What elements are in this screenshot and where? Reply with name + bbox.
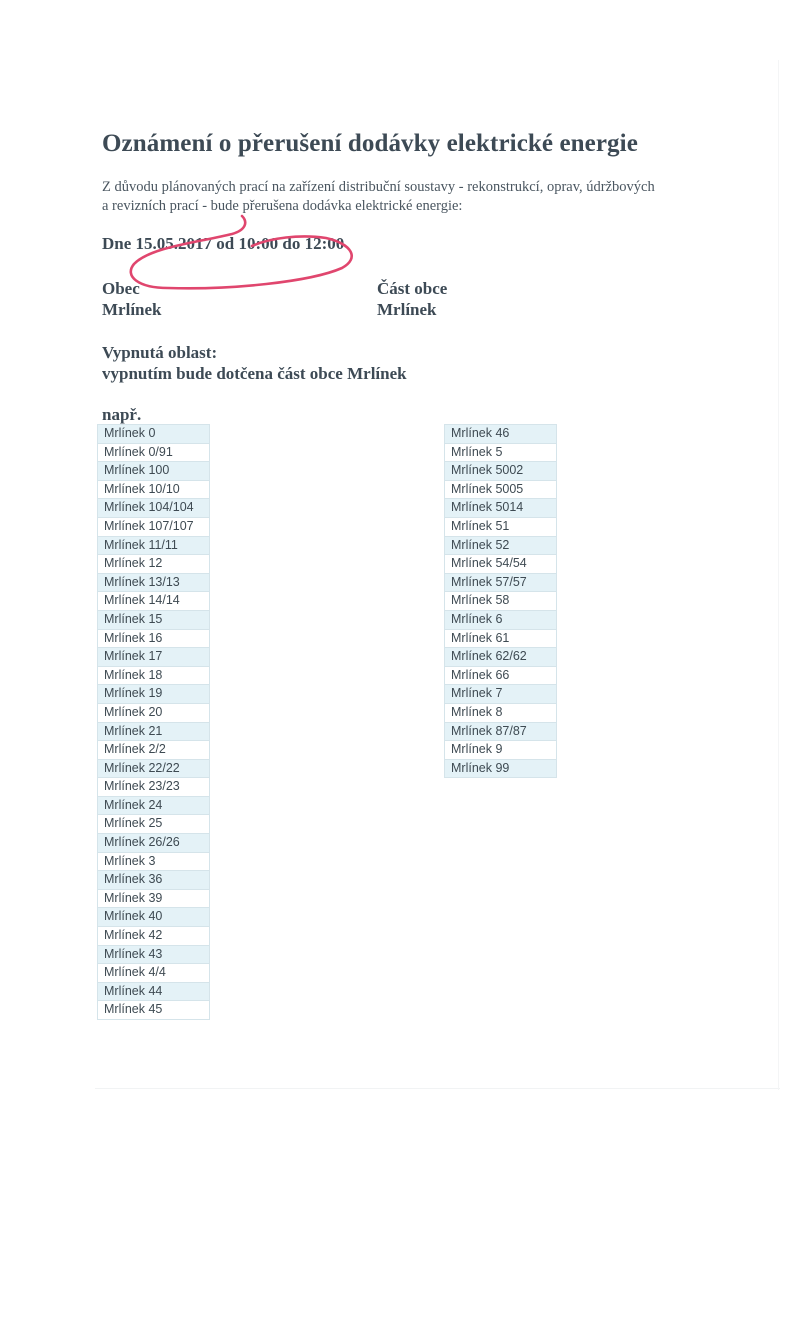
address-row [98, 796, 210, 815]
address-cell: Mrlínek 12 [98, 555, 210, 574]
address-cell: Mrlínek 6 [445, 610, 557, 629]
address-cell: Mrlínek 21 [98, 722, 210, 741]
address-cell: Mrlínek 62/62 [445, 648, 557, 667]
address-cell: Mrlínek 18 [98, 666, 210, 685]
address-cell: Mrlínek 24 [98, 796, 210, 815]
address-row [98, 982, 210, 1001]
scan-edge-horizontal [95, 1088, 780, 1089]
address-row [445, 573, 557, 592]
address-row [98, 610, 210, 629]
address-row [98, 480, 210, 499]
address-row [98, 685, 210, 704]
address-row [445, 629, 557, 648]
address-row [445, 443, 557, 462]
address-cell: Mrlínek 42 [98, 927, 210, 946]
address-cell: Mrlínek 5014 [445, 499, 557, 518]
address-row [98, 1001, 210, 1020]
address-cell: Mrlínek 20 [98, 703, 210, 722]
address-row [445, 759, 557, 778]
address-row [445, 592, 557, 611]
address-cell: Mrlínek 5002 [445, 462, 557, 481]
address-row [98, 666, 210, 685]
address-cell: Mrlínek 7 [445, 685, 557, 704]
address-row [445, 555, 557, 574]
address-row [445, 425, 557, 444]
address-row [98, 499, 210, 518]
address-row [98, 536, 210, 555]
address-cell: Mrlínek 14/14 [98, 592, 210, 611]
address-row [98, 629, 210, 648]
address-row [445, 480, 557, 499]
address-cell: Mrlínek 3 [98, 852, 210, 871]
obec-label: Obec [102, 279, 140, 298]
obec-value: Mrlínek [102, 300, 162, 319]
address-list-right [444, 424, 557, 778]
address-row [98, 852, 210, 871]
address-cell: Mrlínek 25 [98, 815, 210, 834]
address-cell: Mrlínek 99 [445, 759, 557, 778]
address-row [445, 610, 557, 629]
address-cell: Mrlínek 66 [445, 666, 557, 685]
address-row [445, 722, 557, 741]
address-row [445, 648, 557, 667]
document-title: Oznámení o přerušení dodávky elektrické energie [102, 130, 638, 157]
address-cell: Mrlínek 107/107 [98, 517, 210, 536]
address-row [98, 871, 210, 890]
outage-date: Dne 15.05.2017 od 10:00 do 12:00 [102, 234, 345, 253]
address-cell: Mrlínek 87/87 [445, 722, 557, 741]
address-row [98, 778, 210, 797]
address-row [98, 425, 210, 444]
address-row [98, 759, 210, 778]
address-row [98, 722, 210, 741]
address-cell: Mrlínek 13/13 [98, 573, 210, 592]
address-cell: Mrlínek 10/10 [98, 480, 210, 499]
address-cell: Mrlínek 39 [98, 889, 210, 908]
address-row [445, 741, 557, 760]
address-cell: Mrlínek 44 [98, 982, 210, 1001]
address-cell: Mrlínek 46 [445, 425, 557, 444]
cast-obce-value: Mrlínek [377, 300, 437, 319]
address-row [445, 462, 557, 481]
address-row [98, 573, 210, 592]
address-cell: Mrlínek 23/23 [98, 778, 210, 797]
address-cell: Mrlínek 0 [98, 425, 210, 444]
address-row [98, 741, 210, 760]
address-row [445, 703, 557, 722]
address-cell: Mrlínek 100 [98, 462, 210, 481]
address-cell: Mrlínek 58 [445, 592, 557, 611]
address-row [98, 555, 210, 574]
address-cell: Mrlínek 2/2 [98, 741, 210, 760]
address-cell: Mrlínek 19 [98, 685, 210, 704]
address-cell: Mrlínek 36 [98, 871, 210, 890]
vypnuta-oblast-label: Vypnutá oblast: [102, 343, 218, 362]
address-cell: Mrlínek 8 [445, 703, 557, 722]
address-row [98, 815, 210, 834]
address-cell: Mrlínek 51 [445, 517, 557, 536]
address-cell: Mrlínek 22/22 [98, 759, 210, 778]
address-row [445, 517, 557, 536]
address-cell: Mrlínek 9 [445, 741, 557, 760]
address-cell: Mrlínek 43 [98, 945, 210, 964]
address-row [98, 462, 210, 481]
address-row [445, 666, 557, 685]
address-cell: Mrlínek 104/104 [98, 499, 210, 518]
scan-edge-vertical [778, 60, 779, 1090]
address-row [98, 703, 210, 722]
address-cell: Mrlínek 54/54 [445, 555, 557, 574]
address-row [98, 908, 210, 927]
address-list-left [97, 424, 210, 1020]
address-row [98, 964, 210, 983]
handwritten-circle-annotation [120, 212, 370, 302]
intro-line-1: Z důvodu plánovaných prací na zařízení distribuční soustavy - rekonstrukcí, oprav, údržbových [102, 179, 655, 195]
address-cell: Mrlínek 45 [98, 1001, 210, 1020]
address-cell: Mrlínek 61 [445, 629, 557, 648]
address-cell: Mrlínek 11/11 [98, 536, 210, 555]
address-row [98, 927, 210, 946]
address-row [445, 499, 557, 518]
address-cell: Mrlínek 5 [445, 443, 557, 462]
napr-label: např. [102, 405, 142, 424]
address-cell: Mrlínek 16 [98, 629, 210, 648]
address-cell: Mrlínek 4/4 [98, 964, 210, 983]
address-cell: Mrlínek 57/57 [445, 573, 557, 592]
intro-line-2: a revizních prací - bude přerušena dodávka elektrické energie: [102, 198, 463, 214]
address-row [445, 536, 557, 555]
address-row [445, 685, 557, 704]
address-row [98, 889, 210, 908]
address-row [98, 834, 210, 853]
address-cell: Mrlínek 40 [98, 908, 210, 927]
address-row [98, 443, 210, 462]
address-row [98, 648, 210, 667]
address-cell: Mrlínek 15 [98, 610, 210, 629]
cast-obce-label: Část obce [377, 279, 448, 298]
intro-paragraph [102, 178, 712, 216]
address-row [98, 592, 210, 611]
address-cell: Mrlínek 17 [98, 648, 210, 667]
vypnuta-oblast-value: vypnutím bude dotčena část obce Mrlínek [102, 364, 407, 383]
address-cell: Mrlínek 52 [445, 536, 557, 555]
address-row [98, 945, 210, 964]
address-row [98, 517, 210, 536]
address-cell: Mrlínek 0/91 [98, 443, 210, 462]
address-cell: Mrlínek 5005 [445, 480, 557, 499]
address-cell: Mrlínek 26/26 [98, 834, 210, 853]
